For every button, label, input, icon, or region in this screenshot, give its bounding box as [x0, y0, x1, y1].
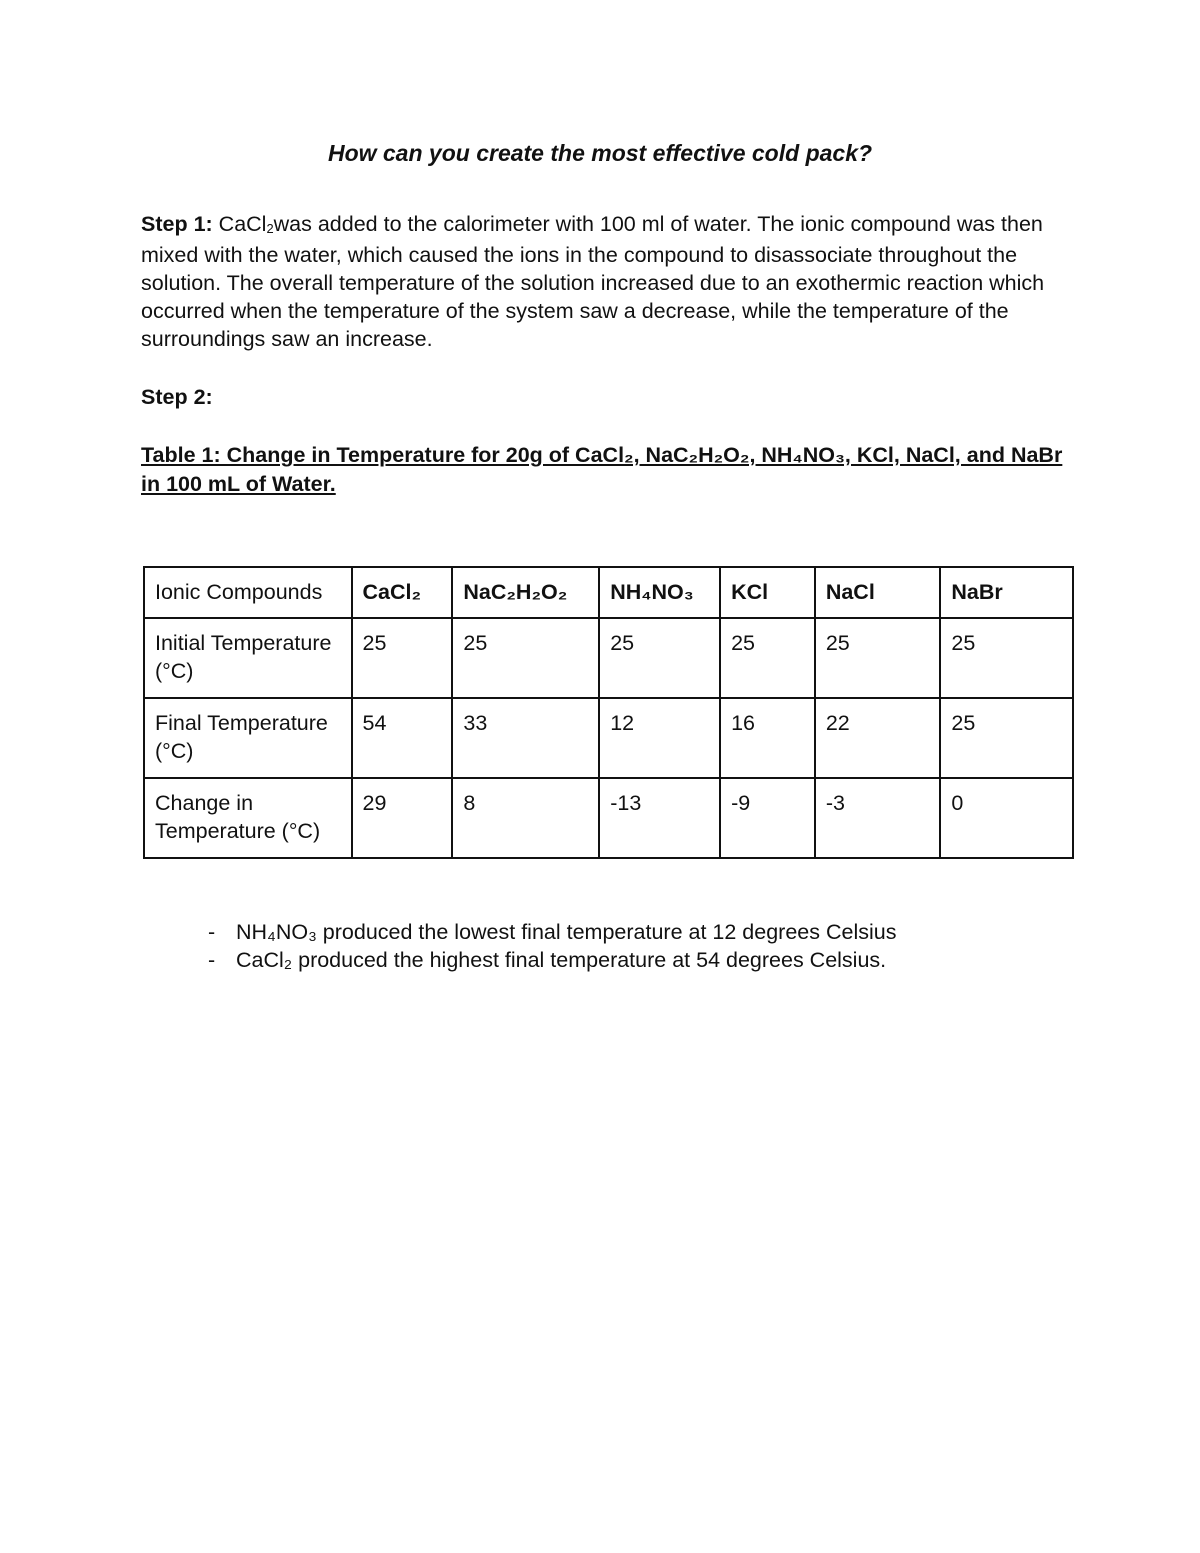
step-2-label: Step 2:	[141, 385, 213, 409]
table-cell: 29	[352, 778, 453, 858]
row-label: Change in Temperature (°C)	[144, 778, 352, 858]
table-cell: -9	[720, 778, 815, 858]
table-cell: 25	[940, 618, 1073, 698]
step-1-text-before: CaCl	[212, 212, 267, 236]
temperature-table	[143, 566, 1074, 859]
table-cell: 8	[452, 778, 599, 858]
table-cell: 25	[815, 618, 941, 698]
table-cell: 25	[452, 618, 599, 698]
table-cell: 12	[599, 698, 720, 778]
header-cell-nacl: NaCl	[815, 567, 941, 618]
table-cell: 25	[352, 618, 453, 698]
bullet-dash: -	[208, 920, 216, 944]
table-cell: -13	[599, 778, 720, 858]
table-cell: 16	[720, 698, 815, 778]
table-cell: -3	[815, 778, 941, 858]
table-cell: 33	[452, 698, 599, 778]
step-1-subscript: 2	[266, 220, 274, 236]
step-1-label: Step 1:	[141, 212, 213, 236]
table-cell: 25	[720, 618, 815, 698]
row-label: Final Temperature (°C)	[144, 698, 352, 778]
table-row-final	[144, 698, 1073, 778]
table-row-change	[144, 778, 1073, 858]
bullet-text: CaCl₂ produced the highest final temperature at 54 degrees Celsius.	[236, 948, 887, 972]
step-1-text-after: was added to the calorimeter with 100 ml of water. The ionic compound was then mixed with the water, which caused the ions in the compound to disassociate throughout the solution. The overall temperature of the solution increased due to an exothermic reaction which occurred when the temperature of the system saw a decrease, while the temperature of the surroundings saw an increase.	[141, 212, 1045, 351]
header-cell-nabr: NaBr	[940, 567, 1073, 618]
list-item	[208, 946, 1068, 974]
table-cell: 22	[815, 698, 941, 778]
conclusion-list	[208, 918, 1068, 974]
bullet-text: NH₄NO₃ produced the lowest final temperature at 12 degrees Celsius	[236, 920, 897, 944]
table-cell: 25	[940, 698, 1073, 778]
table-row-initial	[144, 618, 1073, 698]
step-1-paragraph	[141, 210, 1071, 353]
header-cell-nh4no3: NH₄NO₃	[599, 567, 720, 618]
page-title: How can you create the most effective cold pack?	[327, 140, 873, 166]
header-cell-kcl: KCl	[720, 567, 815, 618]
table-cell: 54	[352, 698, 453, 778]
bullet-dash: -	[208, 948, 216, 972]
table-header-row	[144, 567, 1073, 618]
header-cell-cacl2: CaCl₂	[352, 567, 453, 618]
list-item	[208, 918, 1068, 946]
header-cell-label: Ionic Compounds	[144, 567, 352, 618]
table-cell: 25	[599, 618, 720, 698]
header-cell-nac2h2o2: NaC₂H₂O₂	[452, 567, 599, 618]
table-cell: 0	[940, 778, 1073, 858]
table-caption: Table 1: Change in Temperature for 20g of CaCl₂, NaC₂H₂O₂, NH₄NO₃, KCl, NaCl, and NaBr in 100 mL of Water.	[141, 443, 1063, 496]
row-label: Initial Temperature (°C)	[144, 618, 352, 698]
